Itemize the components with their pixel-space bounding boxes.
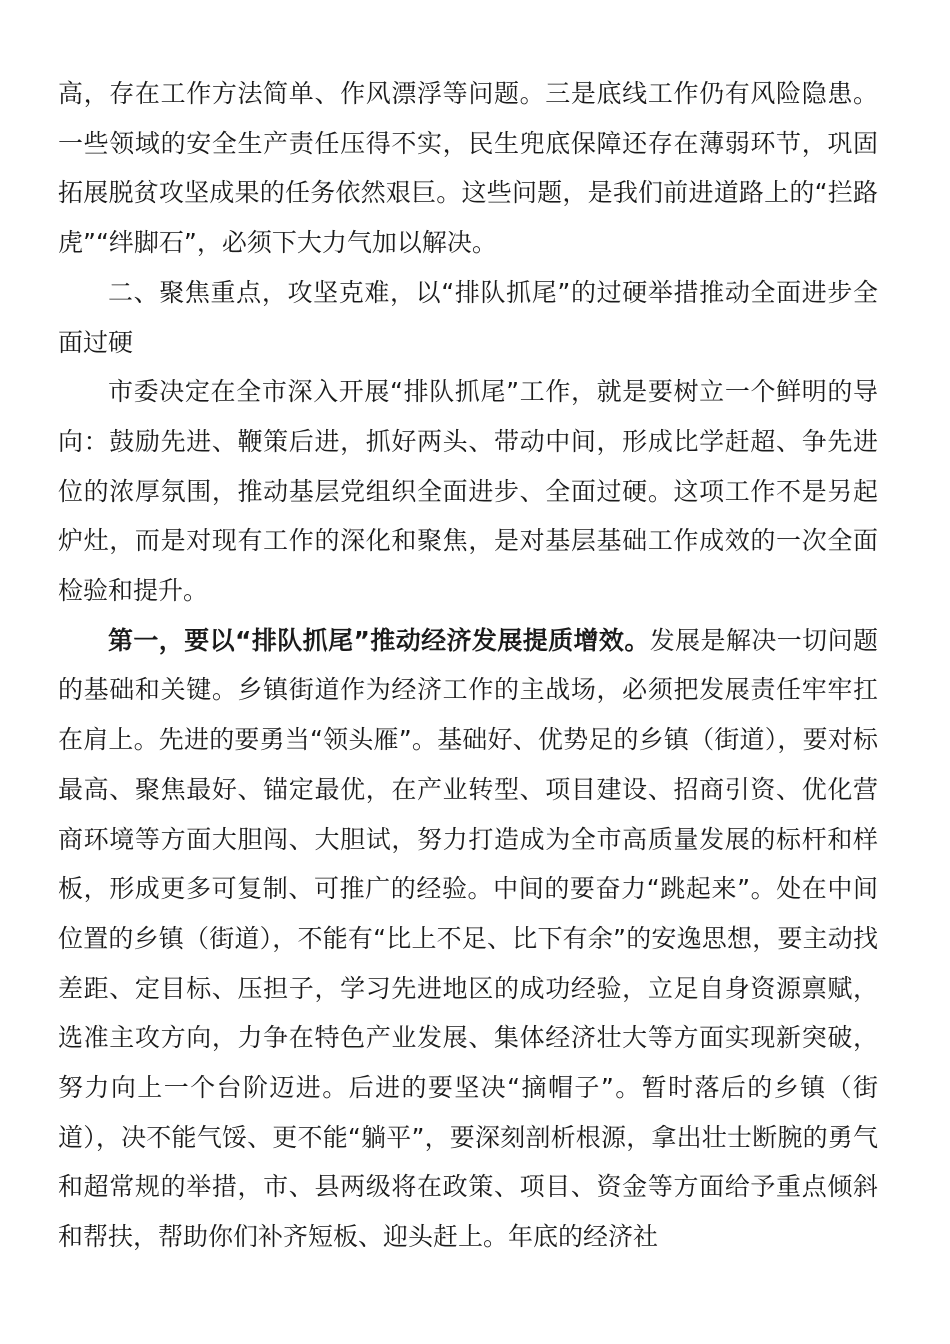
point-body-text: 发展是解决一切问题的基础和关键。乡镇街道作为经济工作的主战场，必须把发展责任牢牢扛在肩上。先进的要勇当“领头雁”。基础好、优势足的乡镇（街道），要对标最高、聚焦最好、锚定最优，在产业转型、项目建设、招商引资、优化营商环境等方面大胆闯、大胆试，努力打造成为全市高质量发展的标杆和样板，形成更多可复制、可推广的经验。中间的要奋力“跳起来”。处在中间位置的乡镇（街道），不能有“比上不足、比下有余”的安逸思想，要主动找差距、定目标、压担子，学习先进地区的成功经验，立足自身资源禀赋，选准主攻方向，力争在特色产业发展、集体经济壮大等方面实现新突破，努力向上一个台阶迈进。后进的要坚决“摘帽子”。暂时落后的乡镇（街道），决不能气馁、更不能“躺平”，要深刻剖析根源，拿出壮士断腕的勇气和超常规的举措，市、县两级将在政策、项目、资金等方面给予重点倾斜和帮扶，帮助你们补齐短板、迎头赶上。年底的经济社 xyxy=(58,625,878,1252)
body-paragraph-first-point xyxy=(58,616,878,1262)
body-paragraph: 市委决定在全市深入开展“排队抓尾”工作，就是要树立一个鲜明的导向：鼓励先进、鞭策后进，抓好两头、带动中间，形成比学赶超、争先进位的浓厚氛围，推动基层党组织全面进步、全面过硬。这项工作不是另起炉灶，而是对现有工作的深化和聚焦，是对基层基础工作成效的一次全面检验和提升。 xyxy=(58,377,878,606)
body-paragraph-continuation: 高，存在工作方法简单、作风漂浮等问题。三是底线工作仍有风险隐患。一些领域的安全生产责任压得不实，民生兜底保障还存在薄弱环节，巩固拓展脱贫攻坚成果的任务依然艰巨。这些问题，是我们前进道路上的“拦路虎”“绊脚石”，必须下大力气加以解决。 xyxy=(58,79,878,258)
document-page xyxy=(58,69,878,1262)
point-lead-sentence: 第一，要以“排队抓尾”推动经济发展提质增效。 xyxy=(108,625,650,655)
section-heading: 二、聚焦重点，攻坚克难，以“排队抓尾”的过硬举措推动全面进步全面过硬 xyxy=(58,277,878,357)
